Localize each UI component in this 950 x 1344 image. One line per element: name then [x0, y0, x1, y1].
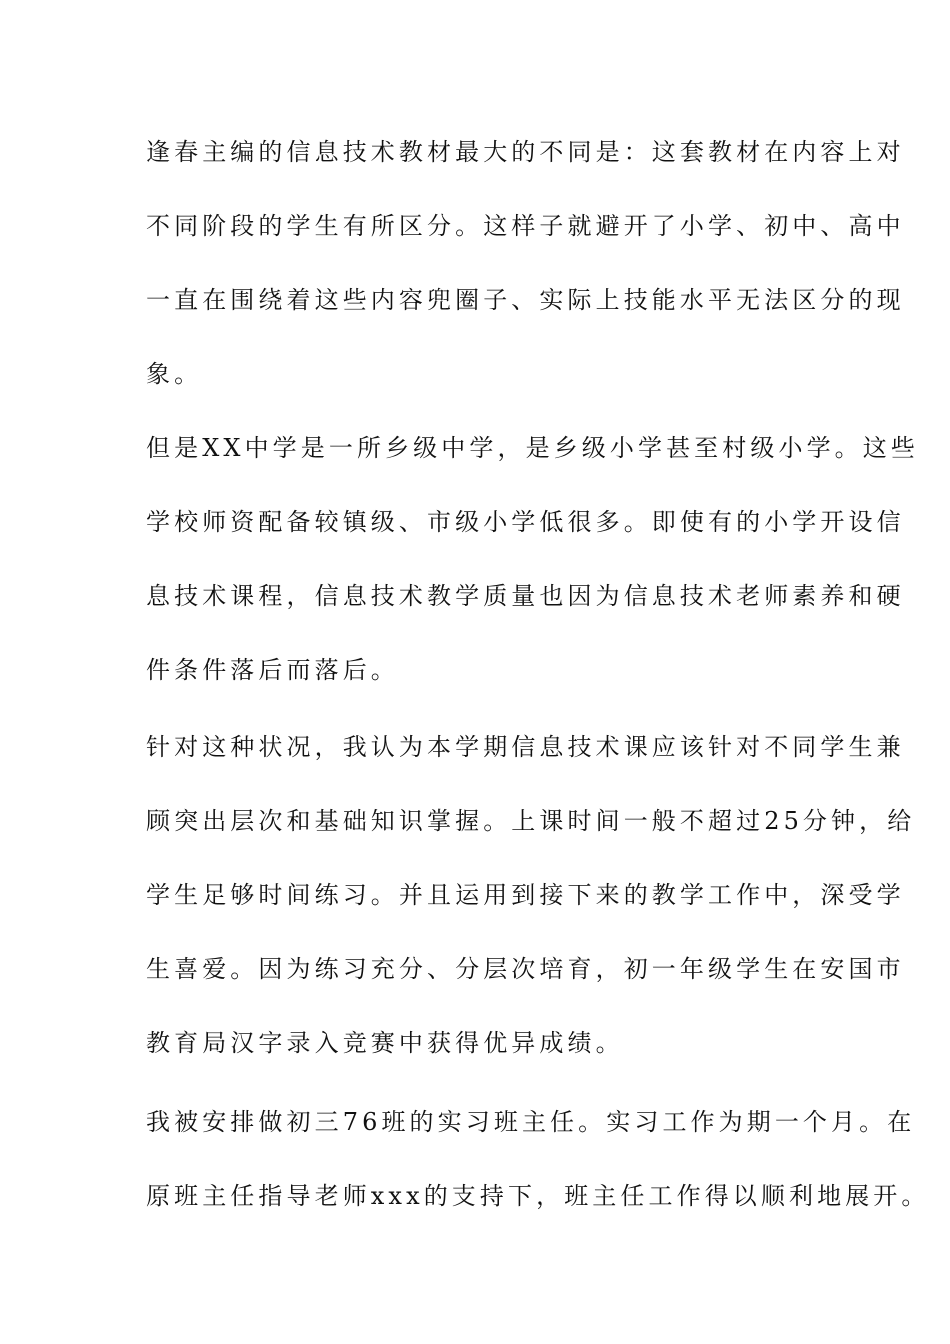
text-line: 顾突出层次和基础知识掌握。上课时间一般不超过25分钟，给 — [146, 807, 916, 835]
text-line: 针对这种状况，我认为本学期信息技术课应该针对不同学生兼 — [146, 733, 905, 761]
text-line: 原班主任指导老师xxx的支持下，班主任工作得以顺利地展开。 — [146, 1182, 930, 1210]
text-line: 件条件落后而落后。 — [146, 656, 399, 684]
text-line: 学生足够时间练习。并且运用到接下来的教学工作中，深受学 — [146, 881, 905, 909]
text-line: 息技术课程，信息技术教学质量也因为信息技术老师素养和硬 — [146, 582, 905, 610]
text-line: 逢春主编的信息技术教材最大的不同是：这套教材在内容上对 — [146, 138, 905, 166]
text-line: 生喜爱。因为练习充分、分层次培育，初一年级学生在安国市 — [146, 955, 905, 983]
text-line: 象。 — [146, 360, 203, 388]
text-line: 学校师资配备较镇级、市级小学低很多。即使有的小学开设信 — [146, 508, 905, 536]
text-line: 一直在围绕着这些内容兜圈子、实际上技能水平无法区分的现 — [146, 286, 905, 314]
text-line: 我被安排做初三76班的实习班主任。实习工作为期一个月。在 — [146, 1108, 916, 1136]
text-line: 不同阶段的学生有所区分。这样子就避开了小学、初中、高中 — [146, 212, 905, 240]
text-line: 教育局汉字录入竞赛中获得优异成绩。 — [146, 1029, 624, 1057]
text-line: 但是XX中学是一所乡级中学，是乡级小学甚至村级小学。这些 — [146, 434, 919, 462]
